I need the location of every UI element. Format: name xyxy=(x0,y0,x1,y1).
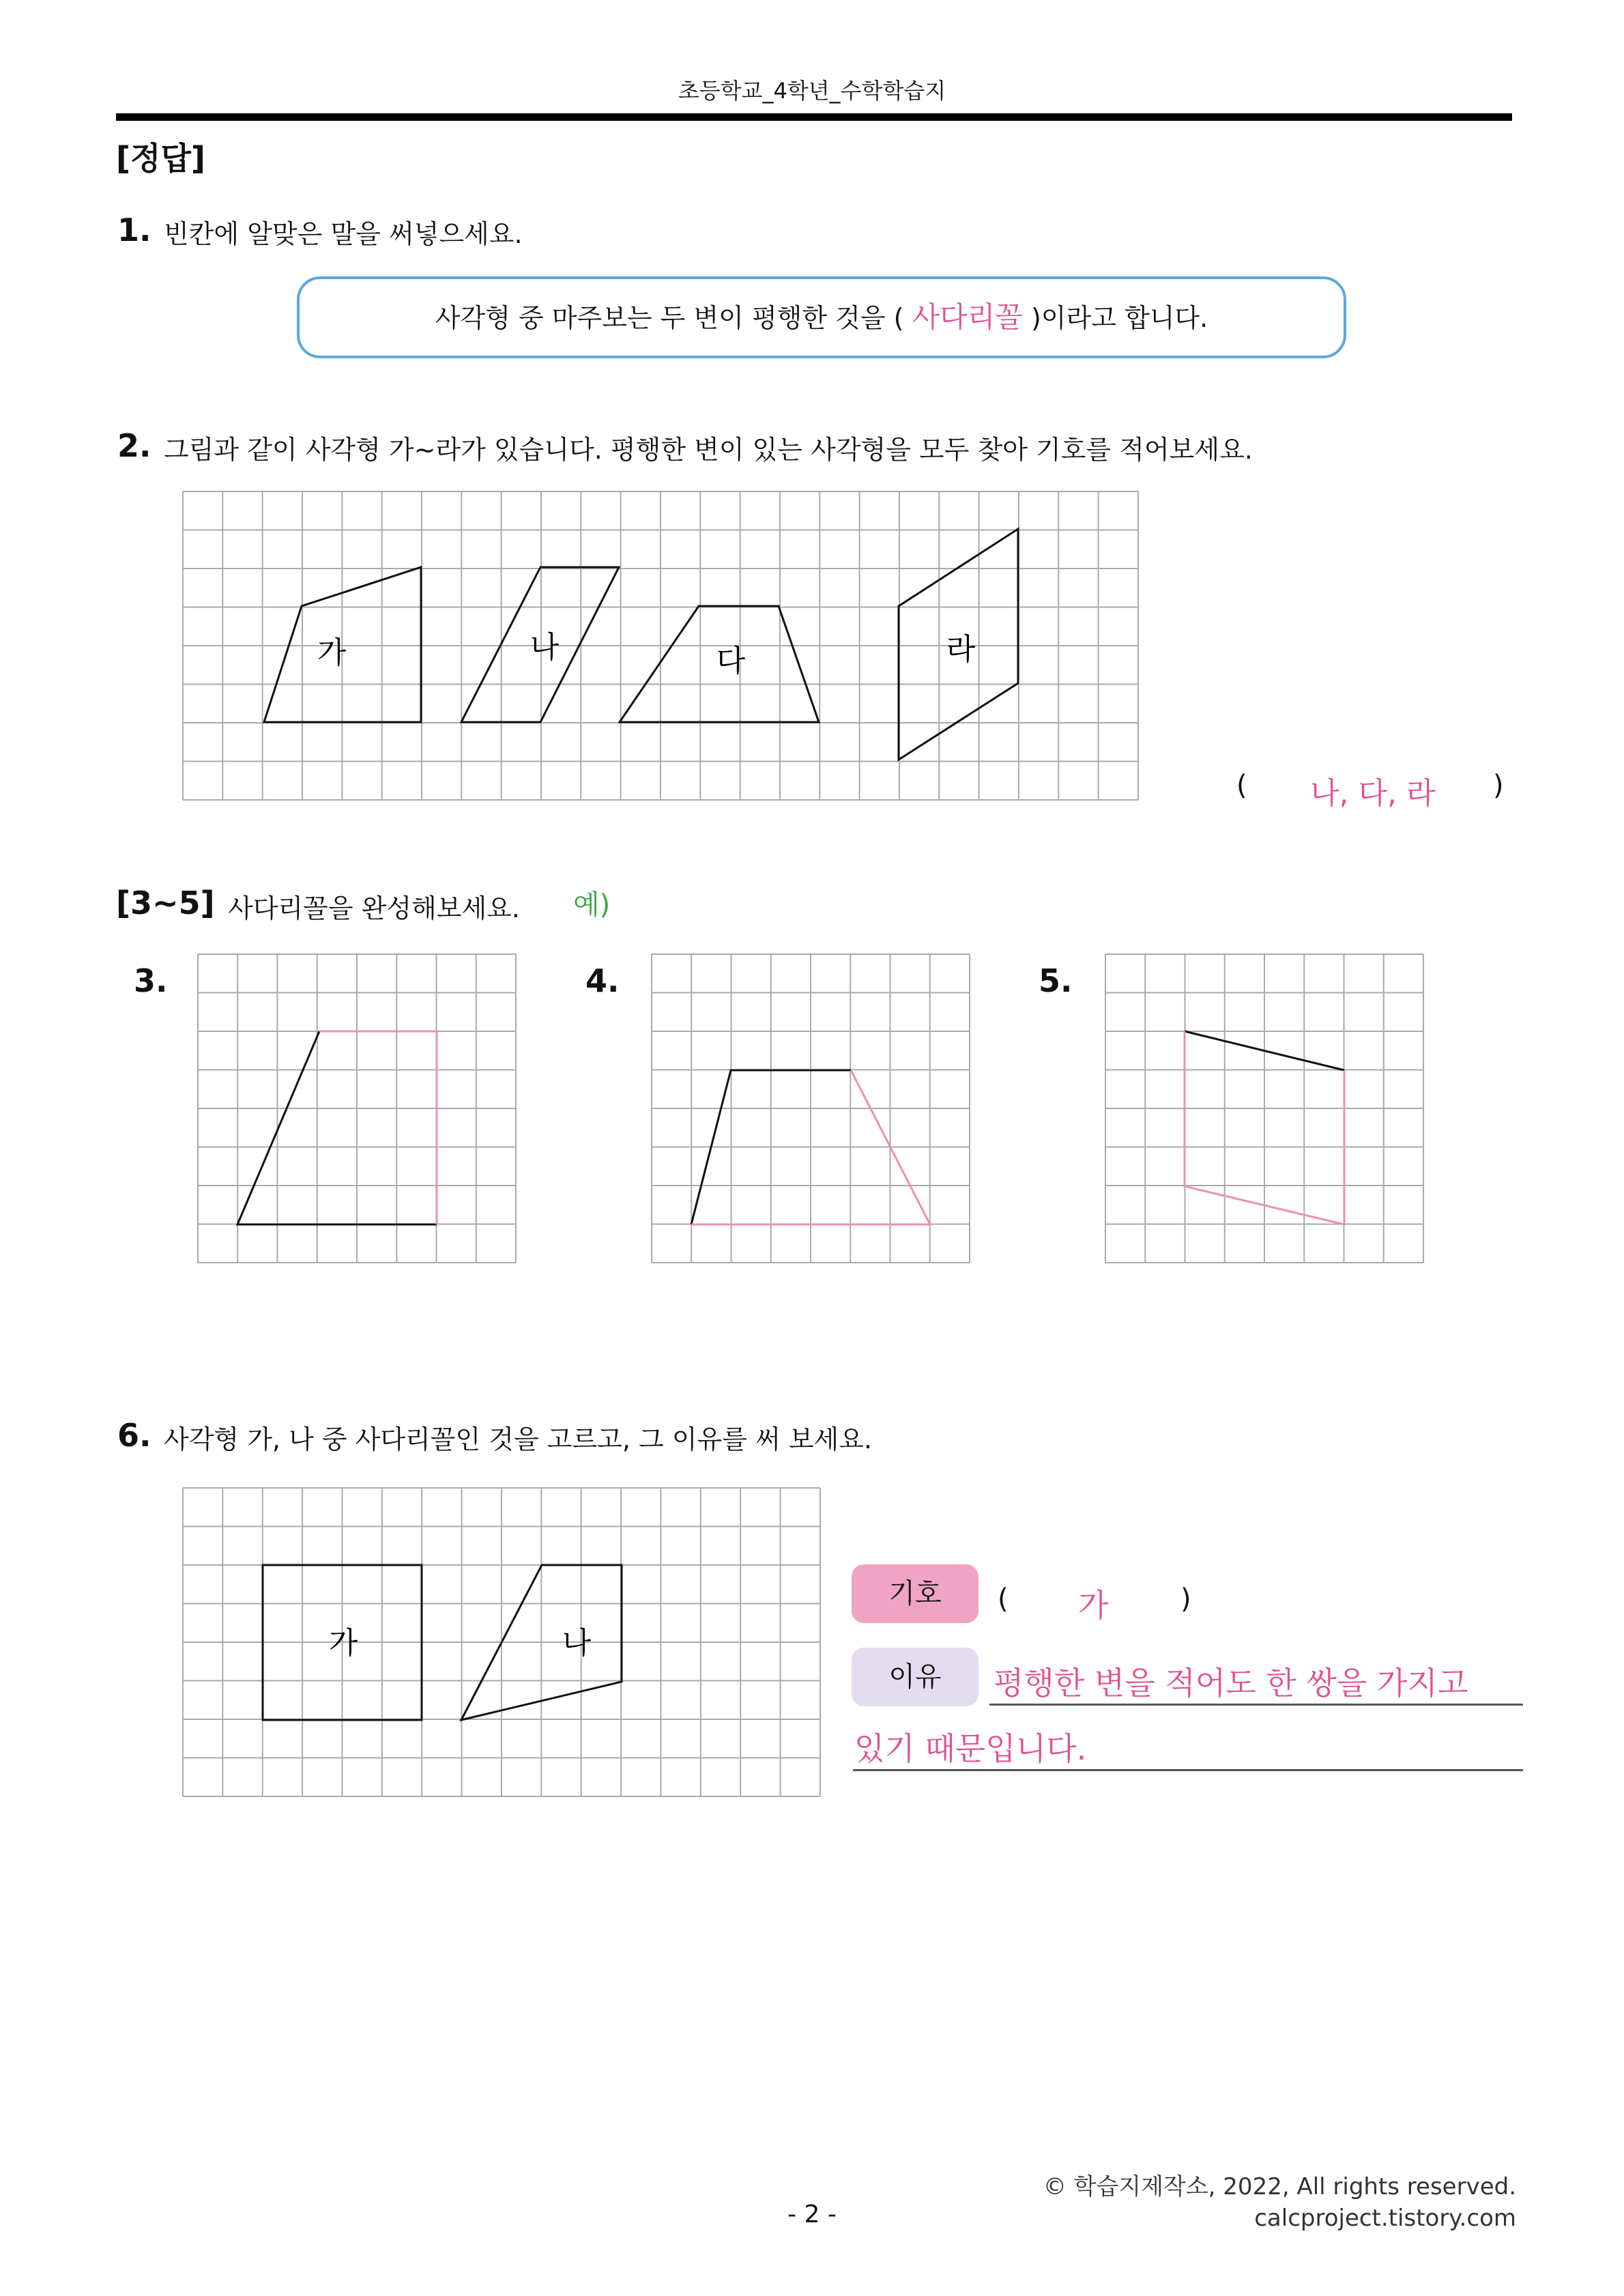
reason-line-1: 평행한 변을 적어도 한 쌍을 가지고 xyxy=(994,1665,1468,1702)
q6-label-na: 나 xyxy=(562,1626,592,1661)
copyright: © 학습지제작소, 2022, All rights reserved. xyxy=(1043,2173,1516,2200)
q2-text: 그림과 같이 사각형 가~라가 있습니다. 평행한 변이 있는 사각형을 모두 찾아 기호를 적어보세요. xyxy=(164,435,1253,465)
q5-grid-figure xyxy=(1105,954,1423,1263)
shape-label-da: 다 xyxy=(716,644,746,678)
section-title: [정답] xyxy=(116,140,205,177)
symbol-tag: 기호 xyxy=(852,1564,978,1623)
page-number: - 2 - xyxy=(787,2200,837,2228)
shape-label-ga: 가 xyxy=(317,635,347,670)
q6-number: 6. xyxy=(117,1417,151,1454)
q35-text: 사다리꼴을 완성해보세요. xyxy=(228,893,520,923)
reason-line-2: 있기 때문입니다. xyxy=(854,1730,1087,1767)
q35-range: [3~5] xyxy=(116,885,215,921)
symbol-close: ) xyxy=(1180,1583,1191,1615)
q6-grid-figure xyxy=(183,1488,820,1796)
reason-tag: 이유 xyxy=(852,1648,978,1706)
q1-box-answer: 사다리꼴 xyxy=(912,300,1023,334)
symbol-answer: 가 xyxy=(1078,1587,1109,1624)
shape-label-ra: 라 xyxy=(946,632,976,667)
q35-example-label: 예) xyxy=(573,889,611,921)
q2-number: 2. xyxy=(117,427,151,464)
q1-number: 1. xyxy=(117,212,151,248)
q4-grid-figure xyxy=(652,954,970,1263)
q2-answer: 나, 다, 라 xyxy=(1310,776,1436,811)
q5-number: 5. xyxy=(1039,962,1073,999)
reason-underline-2 xyxy=(853,1769,1523,1771)
q6-label-ga: 가 xyxy=(328,1626,358,1661)
q1-box-sentence xyxy=(297,276,1346,358)
q6-text: 사각형 가, 나 중 사다리꼴인 것을 고르고, 그 이유를 써 보세요. xyxy=(164,1424,873,1454)
q3-number: 3. xyxy=(134,962,168,999)
q2-grid-figure xyxy=(183,491,1138,800)
q1-text: 빈칸에 알맞은 말을 써넣으세요. xyxy=(164,219,523,249)
page-header-title: 초등학교_4학년_수학학습지 xyxy=(678,78,946,104)
q4-number: 4. xyxy=(585,962,620,999)
shape-label-na: 나 xyxy=(530,630,560,665)
symbol-open: ( xyxy=(998,1583,1009,1615)
q2-answer-close: ) xyxy=(1493,770,1504,801)
footer-url: calcproject.tistory.com xyxy=(1254,2205,1516,2232)
q3-grid-figure xyxy=(198,954,516,1263)
q2-answer-open: ( xyxy=(1236,770,1247,801)
q1-box-before: 사각형 중 마주보는 두 변이 평행한 것을 ( xyxy=(435,303,904,333)
q1-box-after: )이라고 합니다. xyxy=(1030,303,1208,333)
reason-underline-1 xyxy=(989,1704,1523,1706)
header-rule xyxy=(116,113,1512,121)
